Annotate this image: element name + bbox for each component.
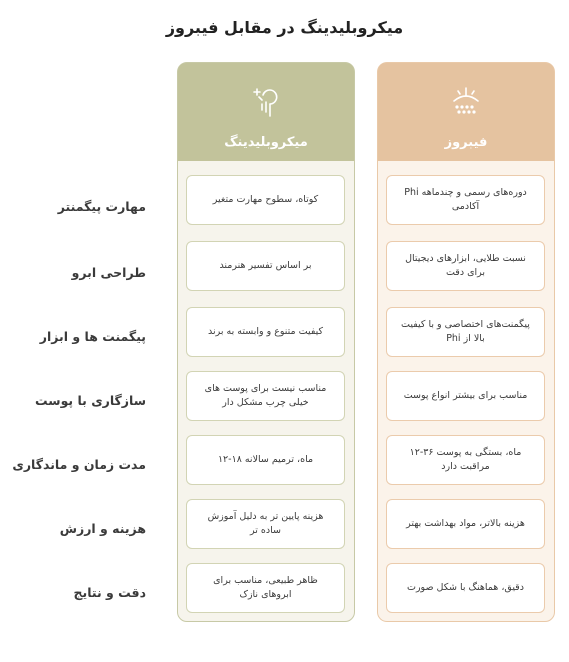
micro-cell-pigments: کیفیت متنوع و وابسته به برند xyxy=(186,307,345,357)
micro-cell-cost: هزینه پایین تر به دلیل آموزش ساده تر xyxy=(186,499,345,549)
row-label-skill: مهارت پیگمنتر xyxy=(57,199,146,214)
row-label-pigments: پیگمنت ها و ابزار xyxy=(39,329,146,344)
micro-cell-skill: کوتاه، سطوح مهارت متغیر xyxy=(186,175,345,225)
row-label-precision: دقت و نتایج xyxy=(73,585,146,600)
phi-cell-skill: دوره‌های رسمی و چندماهه Phi آکادمی xyxy=(386,175,545,225)
phi-cell-cost: هزینه بالاتر، مواد بهداشت بهتر xyxy=(386,499,545,549)
row-label-design: طراحی ابرو xyxy=(71,265,146,280)
micro-cell-design: بر اساس تفسیر هنرمند xyxy=(186,241,345,291)
row-label-skin: سازگاری با پوست xyxy=(35,393,146,408)
phi-cell-duration: ماه، بستگی به پوست ۳۶-۱۲ مراقبت دارد xyxy=(386,435,545,485)
micro-cell-skin: مناسب نیست برای پوست های خیلی چرب مشکل دار xyxy=(186,371,345,421)
phi-cell-precision: دقیق، هماهنگ با شکل صورت xyxy=(386,563,545,613)
micro-cell-duration: ماه، ترمیم سالانه ۱۸-۱۲ xyxy=(186,435,345,485)
micro-cell-precision: ظاهر طبیعی، مناسب برای ابروهای نازک xyxy=(186,563,345,613)
phi-cell-skin: مناسب برای بیشتر انواع پوست xyxy=(386,371,545,421)
phi-cell-pigments: پیگمنت‌های اختصاصی و با کیفیت بالا از Phi xyxy=(386,307,545,357)
phibrows-title: فیبروز xyxy=(444,135,488,150)
phibrows-column xyxy=(377,62,555,622)
phibrows-sparkle-icon xyxy=(449,85,483,119)
microblading-title: میکروبلیدینگ xyxy=(224,135,308,150)
microblading-column xyxy=(177,62,355,622)
microblading-tool-icon xyxy=(249,85,283,119)
phi-cell-design: نسبت طلایی، ابزارهای دیجیتال برای دقت xyxy=(386,241,545,291)
row-label-duration: مدت زمان و ماندگاری xyxy=(12,457,146,472)
row-label-cost: هزینه و ارزش xyxy=(59,521,146,536)
phibrows-header xyxy=(378,63,554,161)
page-title: میکروبلیدینگ در مقابل فیبروز xyxy=(165,18,404,37)
microblading-header xyxy=(178,63,354,161)
